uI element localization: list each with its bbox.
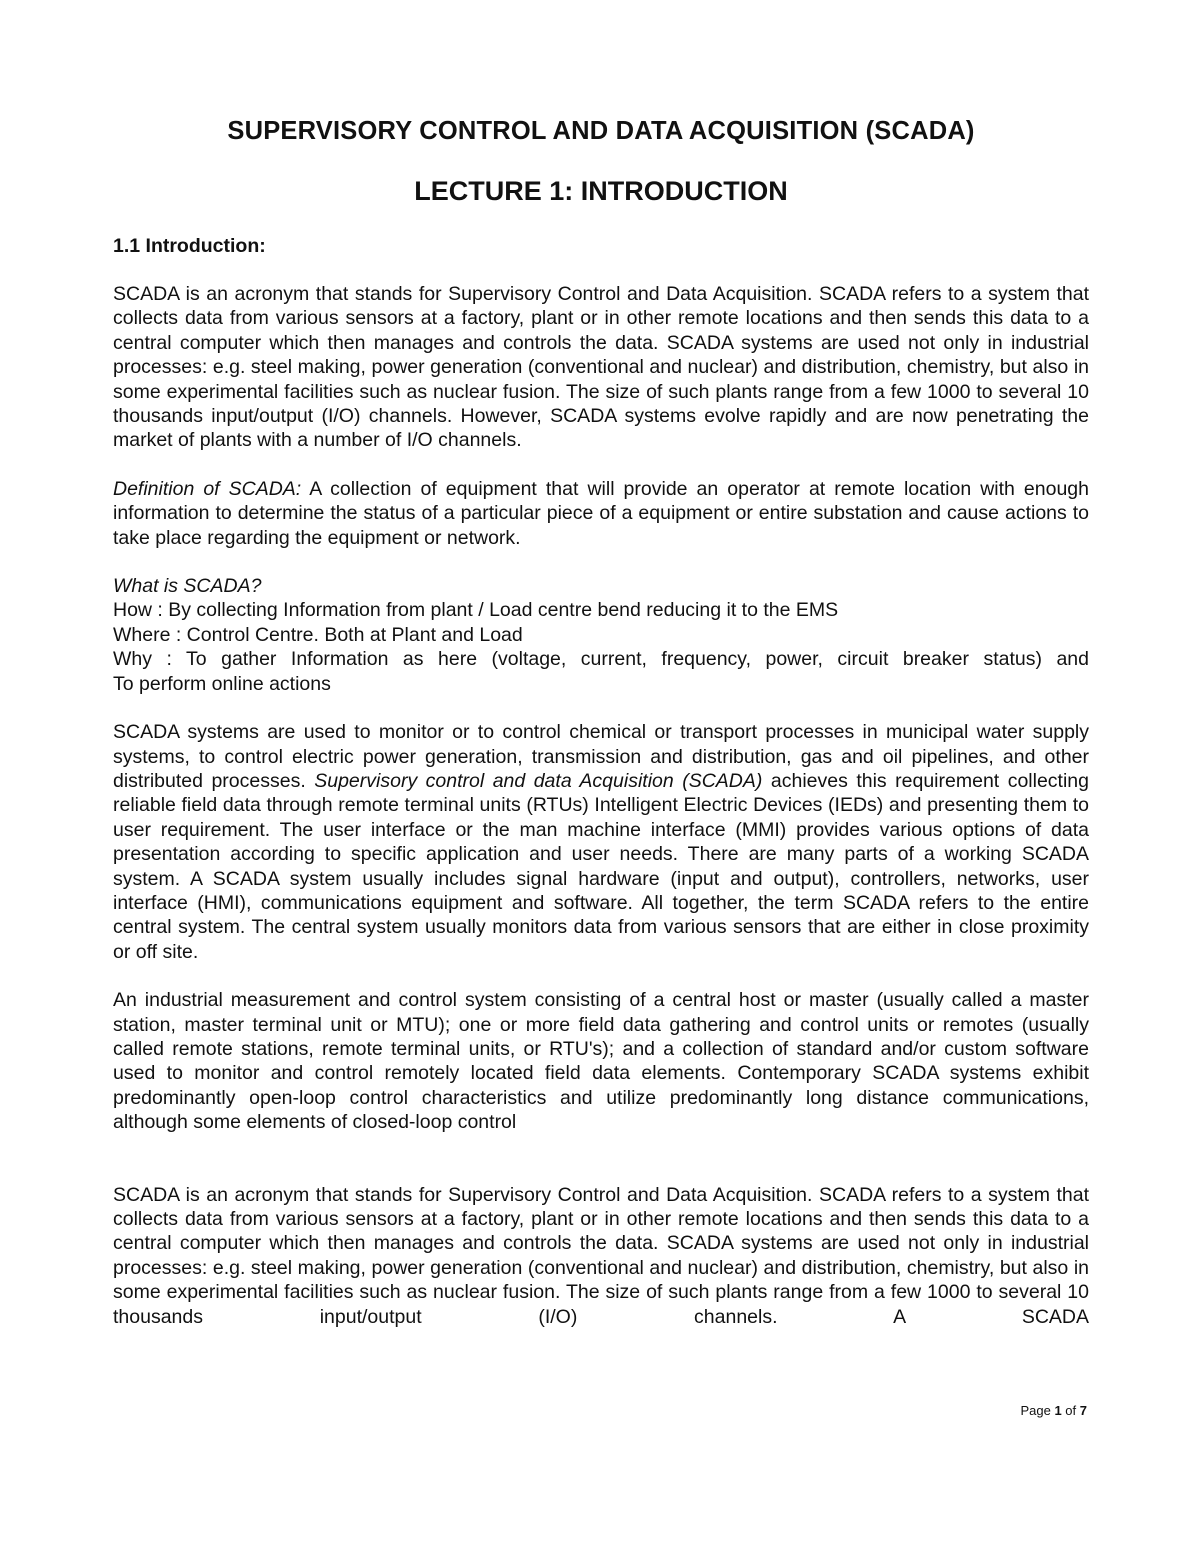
- definition-paragraph: [113, 477, 1089, 550]
- uses-text-after: achieves this requirement collecting reliable field data through remote terminal units (RTUs) Intelligent Electric Devices (IEDs) and presenting them to user requirement. The user interface or the man machine interface (MMI) provides various options of data presentation according to specific application and user needs. There are many parts of a working SCADA system. A SCADA system usually includes signal hardware (input and output), controllers, networks, user interface (HMI), communications equipment and software. All together, the term SCADA refers to the entire central system. The central system usually monitors data from various sensors that are either in close proximity or off site.: [113, 769, 1089, 963]
- how-line: How : By collecting Information from plant / Load centre bend reducing it to the EMS: [113, 599, 839, 622]
- page-total: 7: [1079, 1403, 1087, 1418]
- why-line-continued: To perform online actions: [113, 672, 331, 695]
- uses-text-before: SCADA systems are used to monitor or to control chemical or transport processes in municipal water supply systems, to control electric power generation, transmission and distribution, gas and oil pipelines, and other distributed processes.: [113, 721, 1089, 792]
- industrial-paragraph: An industrial measurement and control system consisting of a central host or master (usually called a master station, master terminal unit or MTU); one or more field data gathering and control units or remotes (usually called remote stations, remote terminal units, or RTU's); and a collection of standard and/or custom software used to monitor and control remotely located field data elements. Contemporary SCADA systems exhibit predominantly open-loop control characteristics and utilize predominantly long distance communications, although some elements of closed-loop control: [113, 989, 1089, 1134]
- repeat-paragraph: SCADA is an acronym that stands for Supervisory Control and Data Acquisition. SCADA refers to a system that collects data from various sensors at a factory, plant or in other remote locations and then sends this data to a central computer which then manages and controls the data. SCADA systems are used not only in industrial processes: e.g. steel making, power generation (conventional and nuclear) and distribution, chemistry, but also in some experimental facilities such as nuclear fusion. The size of such plants range from a few 1000 to several 10 thousands input/output (I/O) channels. A SCADA: [113, 1183, 1089, 1328]
- page-content: [113, 112, 1089, 1329]
- document-title: SUPERVISORY CONTROL AND DATA ACQUISITION (SCADA): [227, 117, 975, 145]
- definition-label: Definition of SCADA:: [113, 477, 302, 500]
- of-word: of: [1065, 1403, 1077, 1418]
- what-is-heading: What is SCADA?: [113, 575, 262, 598]
- intro-paragraph: SCADA is an acronym that stands for Supervisory Control and Data Acquisition. SCADA refers to a system that collects data from various sensors at a factory, plant or in other remote locations and then sends this data to a central computer which then manages and controls the data. SCADA systems are used not only in industrial processes: e.g. steel making, power generation (conventional and nuclear) and distribution, chemistry, but also in some experimental facilities such as nuclear fusion. The size of such plants range from a few 1000 to several 10 thousands input/output (I/O) channels. However, SCADA systems evolve rapidly and are now penetrating the market of plants with a number of I/O channels.: [113, 283, 1089, 452]
- lecture-title: LECTURE 1: INTRODUCTION: [414, 176, 788, 206]
- uses-italic-term: Supervisory control and data Acquisition (SCADA): [314, 769, 763, 792]
- what-is-scada-block: [113, 574, 1089, 696]
- section-heading: 1.1 Introduction:: [113, 235, 266, 257]
- why-line: Why : To gather Information as here (voltage, current, frequency, power, circuit breaker status) and: [113, 648, 1089, 671]
- definition-text: A collection of equipment that will provide an operator at remote location with enough information to determine the status of a particular piece of a equipment or entire substation and cause actions to take place regarding the equipment or network.: [113, 477, 1089, 549]
- page-word: Page: [1020, 1403, 1051, 1418]
- uses-paragraph: [113, 720, 1089, 964]
- where-line: Where : Control Centre. Both at Plant and Load: [113, 623, 523, 646]
- page-number: 1: [1054, 1403, 1062, 1418]
- page-number-footer: [1020, 1403, 1087, 1419]
